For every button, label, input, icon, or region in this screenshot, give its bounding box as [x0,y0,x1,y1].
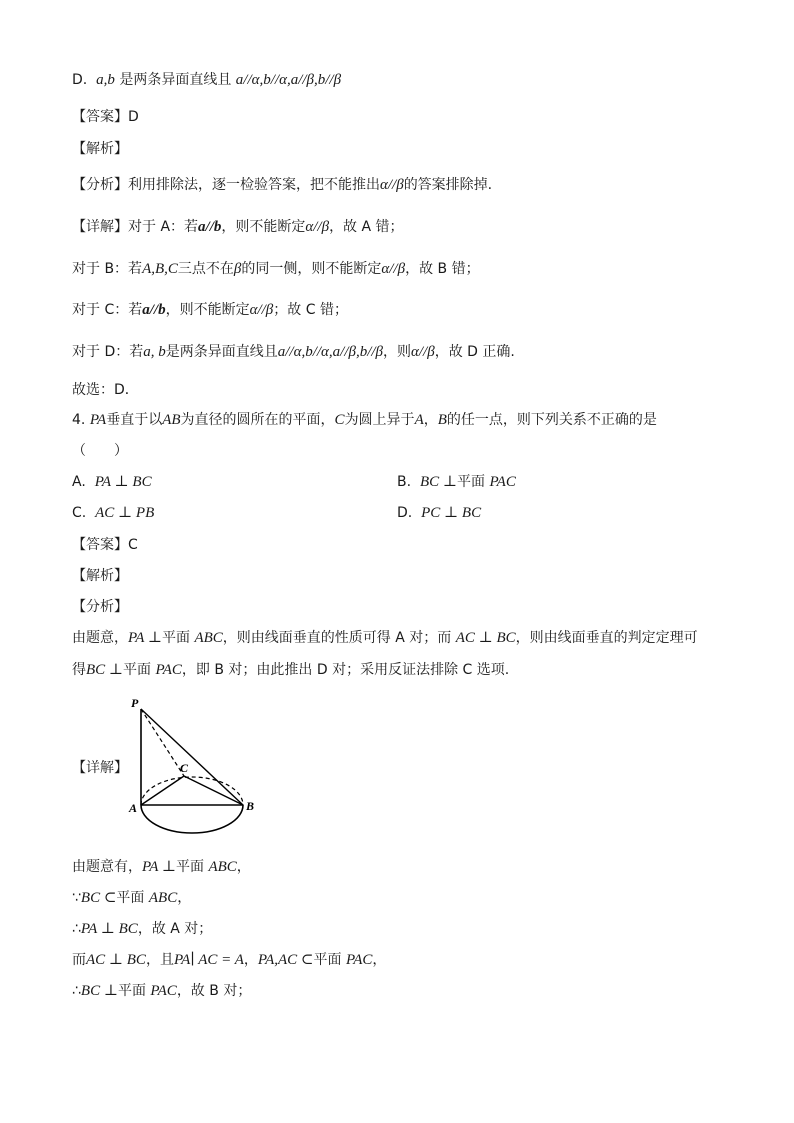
math: ABC [194,630,223,646]
answer-paren: （ ） [72,443,128,459]
text: 对于 B：若 [72,261,143,277]
question-number: 4. [72,412,86,428]
text: ， [177,890,192,906]
text: 对于 C：若 [72,302,143,318]
text: ，且 [145,952,174,968]
text: ，则不能断定 [165,302,250,318]
math: AC ⊥ BC [455,630,516,646]
text: 对于 D：若 [72,344,144,360]
text: 平面 [116,890,145,906]
math: AC ⊥ PB [95,505,155,521]
option-c [72,503,154,523]
math: PA ⊥ BC [80,921,138,937]
text: 平面 [117,983,146,999]
detail-b [72,259,480,279]
math: BC ⊥ [419,474,457,490]
math: α//β [249,302,274,318]
analysis-label: 【解析】 [72,568,128,584]
detail-c [72,300,348,320]
math: PA∣ AC = A [173,952,244,968]
text: ，即 B 对；由此推出 D 对；采用反证法排除 C 选项. [181,662,510,678]
math: AB [162,412,181,428]
math: PA ⊥ BC [94,474,152,490]
choice-result: 故选：D． [72,382,139,398]
text: ，故 B 对； [176,983,252,999]
answer-label: 【答案】D [72,109,139,125]
analysis-paragraph-line-2 [72,660,509,680]
text: ，故 D 正确. [434,344,515,360]
math: ABC [208,859,237,875]
math: PA ⊥ [128,630,162,646]
text: 为圆上异于 [344,412,415,428]
text: 为直径的圆所在的平面， [180,412,335,428]
label-c: C [180,761,189,775]
math: AC ⊥ BC [86,952,146,968]
text: 是两条异面直线且 [165,344,278,360]
text: 由题意， [72,630,128,646]
option-label: B. [397,474,412,490]
text: ，故 A 错； [329,219,404,235]
math: PAC [155,662,182,678]
text: 平面 [175,859,204,875]
option-label: C. [72,505,87,521]
math: PAC [489,474,516,490]
text: ， [423,412,438,428]
math: ABC [148,890,178,906]
solution-line-2 [72,888,191,908]
math: PA,AC ⊂ [257,952,314,968]
text: ， [243,952,258,968]
label-a: A [129,801,138,815]
section-label: 【详解】 [72,219,128,235]
text: 而 [72,952,86,968]
detail-a [72,217,404,237]
math: BC ⊥ [86,662,124,678]
math: α//β [380,177,404,193]
analysis-section-label: 【分析】 [72,599,128,615]
math: PC ⊥ BC [421,505,482,521]
math: a, b [143,344,166,360]
text: 是两条异面直线且 [119,72,232,88]
therefore-symbol: ∴ [72,983,81,999]
math: α//β [411,344,435,360]
solution-line-3 [72,919,212,939]
math: β [233,261,242,277]
solution-line-1 [72,857,251,877]
segment-ac [141,776,184,805]
math: PA ⊥ [142,859,176,875]
text: 利用排除法，逐一检验答案，把不能推出 [128,177,380,193]
math: A,B,C [142,261,178,277]
option-a [72,472,152,492]
therefore-symbol: ∴ [72,921,81,937]
text: 的任一点，则下列关系不正确的是 [446,412,657,428]
circle-front-arc [141,805,243,833]
text: 垂直于以 [106,412,163,428]
math: PA [89,412,107,428]
math: PAC [345,952,373,968]
analysis-label: 【解析】 [72,141,128,157]
question-4-stem [72,410,657,430]
segment-bc [184,776,243,805]
solution-line-5 [72,981,251,1001]
analysis-paragraph-line-1 [72,628,698,648]
because-symbol: ∵ [72,890,81,906]
math: a//α,b//α,a//β,b//β [235,72,342,88]
text: 平面 [161,630,190,646]
text: ， [372,952,387,968]
segment-pb [141,709,243,805]
text: 平面 [123,662,152,678]
text: ，则 [383,344,412,360]
label-b: B [246,799,255,813]
text: ，故 A 对； [137,921,213,937]
math: B [437,412,447,428]
geometry-figure [126,692,266,842]
math: C [334,412,345,428]
math: BC ⊥ [80,983,118,999]
option-b [397,472,516,492]
text: 的同一侧，则不能断定 [241,261,382,277]
detail-section-label: 【详解】 [72,760,128,776]
answer-label: 【答案】C [72,537,138,553]
text: ， [236,859,251,875]
math: BC ⊂ [80,890,117,906]
option-d [397,503,481,523]
option-d-line [72,70,341,90]
math: a//α,b//α,a//β,b//β [277,344,384,360]
math: a//b [142,302,166,318]
text: ；故 C 错； [273,302,348,318]
text: 的答案排除掉. [403,177,493,193]
analysis-summary [72,175,492,195]
label-p: P [131,696,139,710]
option-label: A. [72,474,86,490]
text: ，则由线面垂直的判定定理可 [515,630,698,646]
text: ，则不能断定 [221,219,306,235]
option-label: D. [397,505,413,521]
math: PAC [150,983,177,999]
math: a,b [96,72,115,88]
math: α//β [381,261,406,277]
math: a//b [198,219,222,235]
text: 对于 A：若 [128,219,199,235]
text: 平面 [313,952,342,968]
solution-line-4 [72,950,386,970]
text: ，则由线面垂直的性质可得 A 对；而 [222,630,452,646]
detail-d [72,342,515,362]
option-label: D. [72,72,88,88]
text: 得 [72,662,86,678]
math: α//β [305,219,330,235]
text: 三点不在 [177,261,234,277]
text: 由题意有， [72,859,142,875]
section-label: 【分析】 [72,177,128,193]
text: ，故 B 错； [405,261,480,277]
math: A [414,412,424,428]
text: 平面 [457,474,485,490]
